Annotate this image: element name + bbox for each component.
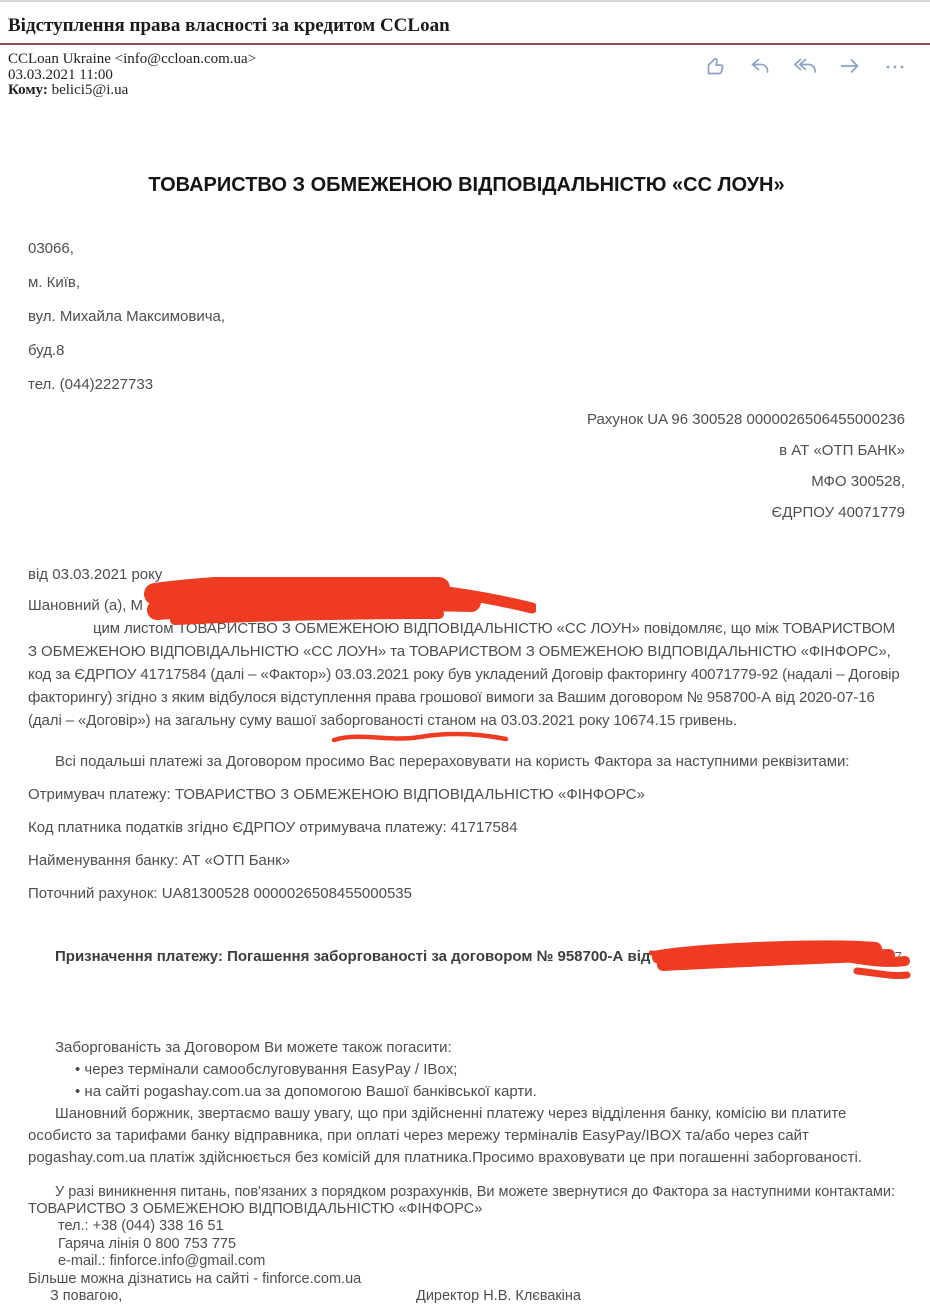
contact-site: Більше можна дізнатись на сайті - finforce.com.ua	[28, 1271, 905, 1288]
contact-phone: тел.: +38 (044) 338 16 51	[28, 1218, 905, 1235]
greeting-line	[28, 594, 905, 617]
email-to	[8, 83, 930, 99]
requisite-line: Код платника податків згідно ЄДРПОУ отримувача платежу: 41717584	[28, 820, 905, 835]
email-date: 03.03.2021 11:00	[8, 68, 930, 84]
top-divider	[0, 0, 930, 2]
sender-address-block	[28, 241, 905, 392]
requisite-line: Найменування банку: АТ «ОТП Банк»	[28, 853, 905, 868]
signature-row	[28, 1288, 905, 1305]
contacts-block	[28, 1184, 905, 1305]
address-line: буд.8	[28, 343, 905, 358]
bank-line: ЄДРПОУ 40071779	[28, 505, 905, 520]
address-line: тел. (044)2227733	[28, 377, 905, 392]
director-name: Директор Н.В. Клєвакіна	[416, 1288, 581, 1305]
bank-line: в АТ «ОТП БАНК»	[28, 443, 905, 458]
repay-option: • на сайті pogashay.com.ua за допомогою Вашої банківської карти.	[28, 1081, 905, 1103]
repay-intro: Заборгованість за Договором Ви можете також погасити:	[28, 1037, 905, 1059]
forward-icon[interactable]	[837, 53, 863, 79]
requisite-line: Поточний рахунок: UA81300528 0000026508455000535	[28, 886, 905, 901]
email-from: CCLoan Ukraine <info@ccloan.com.ua>	[8, 52, 930, 68]
red-underline-scribble	[330, 729, 510, 745]
redaction-scribble-name	[143, 595, 528, 610]
bank-details-block	[28, 412, 905, 520]
letter-date: від 03.03.2021 року	[28, 567, 905, 582]
address-line: 03066,	[28, 241, 905, 256]
address-line: м. Київ,	[28, 275, 905, 290]
to-label: Кому:	[8, 82, 48, 98]
main-paragraph-block	[28, 594, 905, 732]
reply-all-icon[interactable]	[792, 53, 818, 79]
payments-intro: Всі подальші платежі за Договором просимо Вас перераховувати на користь Фактора за наступними реквізитами:	[28, 754, 905, 769]
main-paragraph: цим листом ТОВАРИСТВО З ОБМЕЖЕНОЮ ВІДПОВІДАЛЬНІСТЮ «СС ЛОУН» повідомляє, що між ТОВАРИСТВОМ З ОБМЕЖЕНОЮ ВІДПОВІДАЛЬНІСТЮ «СС ЛОУН» та ТОВАРИСТВОМ З ОБМЕЖЕНОЮ ВІДПОВІДАЛЬНІСТЮ «ФІНФОРС», код за ЄДРПОУ 41717584 (далі – «Фактор») 03.03.2021 року був укладений Договір факторингу 40071779-92 (надалі – Договір факторингу) згідно з яким відбулося відступлення права грошової вимоги за Вашим договором № 958700-А від 2020-07-16 (далі – «Договір») на загальну суму вашої заборгованості станом на 03.03.2021 року 10674.15 гривень.	[28, 617, 905, 732]
greeting-text: Шановний (а), М	[28, 597, 143, 614]
signoff-text: З повагою,	[50, 1288, 122, 1304]
letter-company-title: ТОВАРИСТВО З ОБМЕЖЕНОЮ ВІДПОВІДАЛЬНІСТЮ «СС ЛОУН»	[28, 174, 905, 197]
purpose-visible-digit: 7	[895, 949, 902, 964]
email-header	[0, 15, 930, 99]
requisite-line: Отримувач платежу: ТОВАРИСТВО З ОБМЕЖЕНОЮ ВІДПОВІДАЛЬНІСТЮ «ФІНФОРС»	[28, 787, 905, 802]
payment-purpose-line	[28, 948, 905, 964]
reply-icon[interactable]	[747, 53, 773, 79]
email-actions-toolbar	[702, 53, 908, 79]
contact-email: e-mail.: finforce.info@gmail.com	[28, 1253, 905, 1270]
redaction-scribble-purpose	[655, 948, 895, 961]
bank-line: МФО 300528,	[28, 474, 905, 489]
repay-option: • через термінали самообслуговування EasyPay / IBox;	[28, 1059, 905, 1081]
commission-notice: Шановний боржник, звертаємо вашу увагу, що при здійсненні платежу через відділення банку, комісію ви платите особисто за тарифами банку відправника, при оплаті через мережу терміналів EasyPay/IBOX та/або через сайт pogashay.com.ua платіж здійснюється без комісій для платника.Просимо враховувати це при погашенні заборгованості.	[28, 1103, 905, 1169]
contact-hotline: Гаряча лінія 0 800 753 775	[28, 1236, 905, 1253]
contact-company: ТОВАРИСТВО З ОБМЕЖЕНОЮ ВІДПОВІДАЛЬНІСТЮ «ФІНФОРС»	[28, 1201, 905, 1218]
to-address: belici5@i.ua	[52, 82, 129, 98]
bank-line: Рахунок UA 96 300528 0000026506455000236	[28, 412, 905, 427]
purpose-text: Призначення платежу: Погашення заборгованості за договором № 958700-А від	[55, 948, 655, 965]
thumbs-up-icon[interactable]	[702, 53, 728, 79]
contact-intro: У разі виникнення питань, пов'язаних з порядком розрахунків, Ви можете звернутися до Фактора за наступними контактами:	[28, 1184, 905, 1201]
more-icon[interactable]	[882, 53, 908, 79]
repayment-options-block	[28, 1037, 905, 1169]
email-body	[0, 174, 930, 1305]
email-subject: Відступлення права власності за кредитом CCLoan	[0, 15, 930, 45]
address-line: вул. Михайла Максимовича,	[28, 309, 905, 324]
